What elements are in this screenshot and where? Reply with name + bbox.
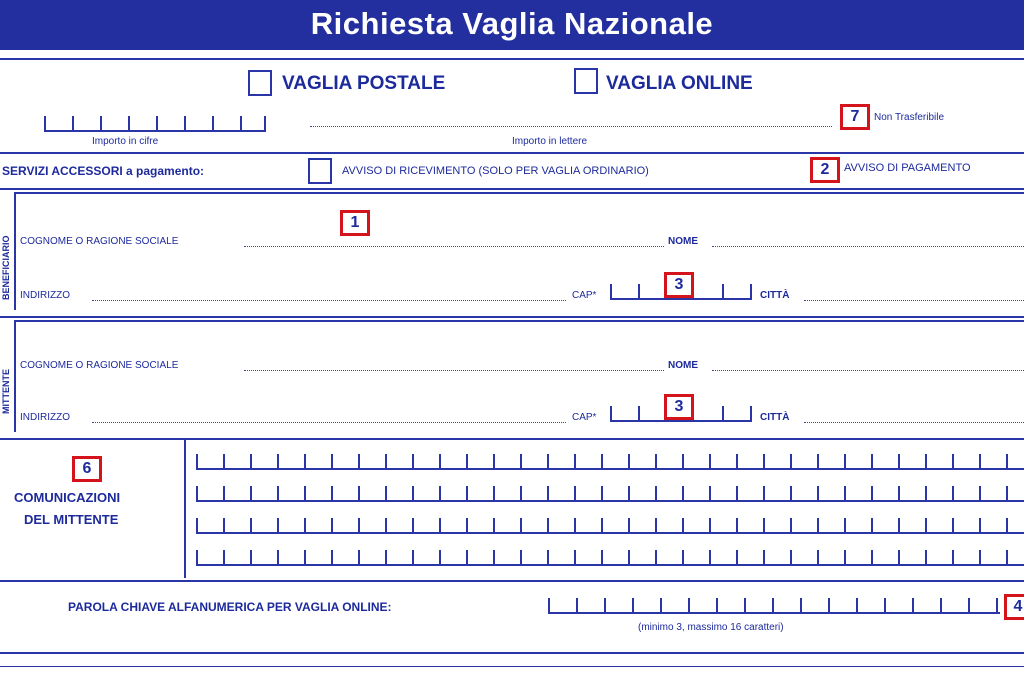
non-trasferibile-label: Non Trasferibile — [874, 112, 945, 123]
importo-cifre-input[interactable] — [44, 112, 266, 132]
divider — [0, 152, 1024, 154]
beneficiario-side-label: BENEFICIARIO — [1, 235, 11, 300]
vaglia-online-label: VAGLIA ONLINE — [606, 73, 753, 94]
divider — [0, 652, 1024, 654]
section-border — [14, 192, 16, 310]
comunicazioni-input-row[interactable] — [196, 514, 1024, 534]
comunicazioni-input-row[interactable] — [196, 482, 1024, 502]
badge-4: 4 — [1004, 594, 1024, 620]
beneficiario-cognome-label: COGNOME O RAGIONE SOCIALE — [20, 236, 179, 247]
badge-1: 1 — [340, 210, 370, 236]
comunicazioni-label-1: COMUNICAZIONI — [14, 490, 121, 505]
divider — [0, 580, 1024, 582]
badge-2: 2 — [810, 157, 840, 183]
mittente-side-label: MITTENTE — [1, 369, 11, 414]
badge-3: 3 — [664, 272, 694, 298]
beneficiario-nome-label: NOME — [668, 236, 698, 247]
avviso-ricevimento-label: AVVISO DI RICEVIMENTO (SOLO PER VAGLIA ORDINARIO) — [342, 165, 649, 177]
comunicazioni-input-row[interactable] — [196, 546, 1024, 566]
section-border — [14, 320, 16, 432]
beneficiario-nome-input[interactable] — [712, 246, 1024, 247]
mittente-indirizzo-input[interactable] — [92, 422, 566, 423]
mittente-citta-label: CITTÀ — [760, 412, 790, 423]
importo-cifre-label: Importo in cifre — [92, 136, 159, 147]
mittente-cognome-label: COGNOME O RAGIONE SOCIALE — [20, 360, 179, 371]
comunicazioni-input-row[interactable] — [196, 450, 1024, 470]
badge-6: 6 — [72, 456, 102, 482]
importo-lettere-input[interactable] — [310, 126, 832, 127]
beneficiario-indirizzo-label: INDIRIZZO — [20, 290, 70, 301]
beneficiario-citta-label: CITTÀ — [760, 290, 790, 301]
divider — [0, 316, 1024, 318]
mittente-indirizzo-label: INDIRIZZO — [20, 412, 70, 423]
mittente-citta-input[interactable] — [804, 422, 1024, 423]
beneficiario-cognome-input[interactable] — [244, 246, 664, 247]
divider — [14, 192, 1024, 194]
badge-3: 3 — [664, 394, 694, 420]
beneficiario-cap-label: CAP* — [572, 290, 597, 301]
avviso-pagamento-label: AVVISO DI PAGAMENTO — [844, 162, 971, 174]
beneficiario-citta-input[interactable] — [804, 300, 1024, 301]
divider — [0, 438, 1024, 440]
section-border — [184, 440, 186, 578]
parola-chiave-input[interactable] — [548, 594, 1000, 614]
form-title: Richiesta Vaglia Nazionale — [310, 6, 714, 41]
vaglia-postale-checkbox[interactable] — [248, 70, 272, 96]
avviso-ricevimento-checkbox[interactable] — [308, 158, 332, 184]
divider — [14, 320, 1024, 322]
mittente-nome-input[interactable] — [712, 370, 1024, 371]
beneficiario-indirizzo-input[interactable] — [92, 300, 566, 301]
comunicazioni-label-2: DEL MITTENTE — [24, 512, 119, 527]
mittente-cognome-input[interactable] — [244, 370, 664, 371]
importo-lettere-label: Importo in lettere — [512, 136, 588, 147]
mittente-nome-label: NOME — [668, 360, 698, 371]
mittente-cap-label: CAP* — [572, 412, 597, 423]
badge-7: 7 — [840, 104, 870, 130]
divider — [0, 666, 1024, 667]
divider — [0, 188, 1024, 190]
vaglia-online-checkbox[interactable] — [574, 68, 598, 94]
vaglia-postale-label: VAGLIA POSTALE — [282, 73, 446, 94]
divider — [0, 58, 1024, 60]
parola-chiave-label: PAROLA CHIAVE ALFANUMERICA PER VAGLIA ONLINE: — [68, 600, 392, 614]
servizi-accessori-label: SERVIZI ACCESSORI a pagamento: — [2, 164, 205, 178]
parola-chiave-hint: (minimo 3, massimo 16 caratteri) — [638, 622, 784, 633]
